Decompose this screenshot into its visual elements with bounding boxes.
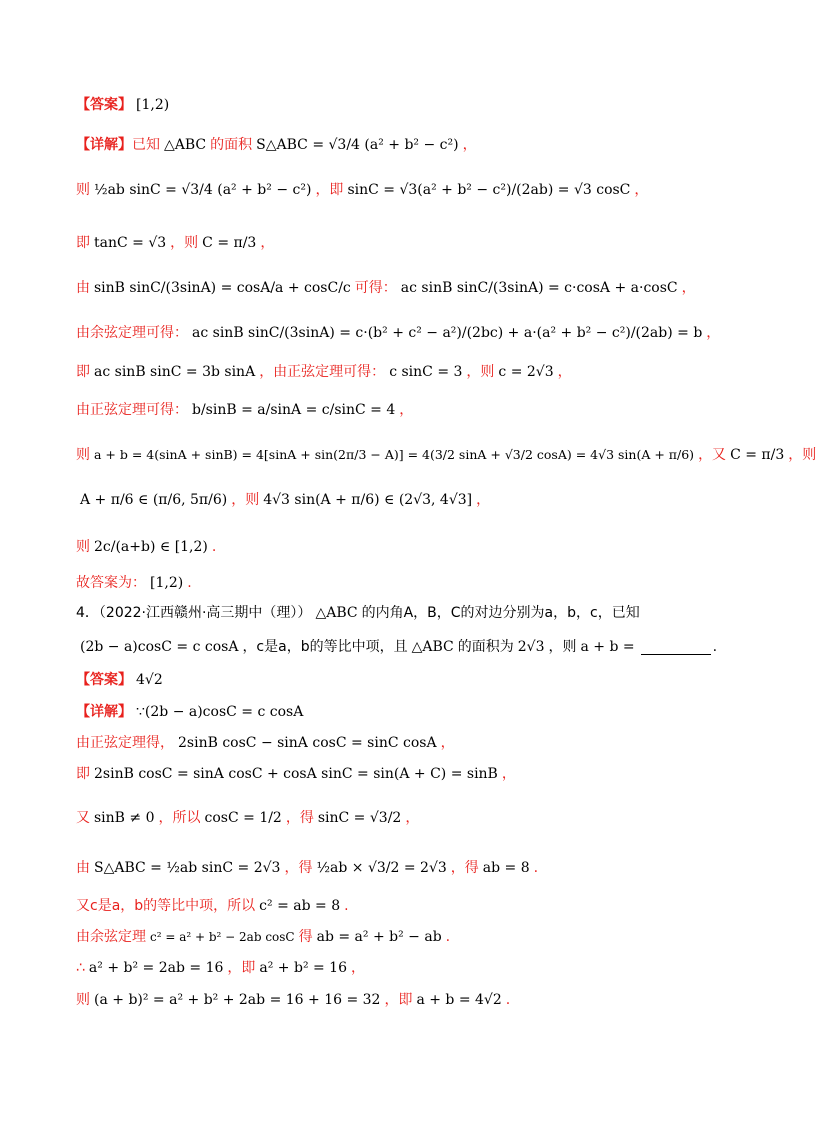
text: ， [351,960,365,976]
text: ，即 [227,960,256,976]
detail-line-11 [76,573,740,593]
math: sinC = √3(a² + b² − c²)/(2ab) = √3 cosC [347,182,631,198]
math: cosC = 1/2 [204,810,282,826]
detail-line-8 [76,445,816,465]
text: 由 [76,860,90,876]
detail-line-4 [76,278,740,298]
detail-line-3 [76,233,740,253]
math: 4√3 sin(A + π/6) ∈ (2√3, 4√3] [263,492,473,508]
text: ， [405,810,420,826]
detail-tag: 【详解】 [76,704,132,720]
text: . [445,929,451,945]
text: . [505,992,511,1008]
text: . [712,639,718,655]
math: △ABC [164,137,207,153]
detail-line-5 [76,323,740,343]
detail2-line-4 [76,808,740,828]
text: ，即 [384,992,413,1008]
detail2-line-2 [76,733,740,753]
text: ，得 [450,860,479,876]
math: a + b = 4√2 [416,992,502,1008]
math: sinB ≠ 0 [94,810,155,826]
math: S△ABC = √3/4 (a² + b² − c²) [256,137,459,153]
math: a² + b² = 16 [259,960,347,976]
text: 则 [76,539,90,555]
text: 又 [76,810,90,826]
answer-value: [1,2) [136,97,170,113]
math: 2sinB cosC − sinA cosC = sinC cosA [178,735,437,751]
math: ½ab sinC = √3/4 (a² + b² − c²) [94,182,312,198]
text: 的面积为 [457,639,514,655]
text: 由余弦定理 [76,929,146,945]
text: ，即 [315,182,344,198]
math: b/sinB = a/sinA = c/sinC = 4 [192,402,396,418]
text: ，则 [466,364,495,380]
answer-tag: 【答案】 [76,97,132,113]
text: 的内角A，B，C的对边分别为a，b，c，已知 [361,605,640,621]
detail-line-9 [76,490,740,510]
text: ， [706,325,721,341]
detail-line-6 [76,362,740,382]
text: 即 [76,364,90,380]
math: a² + b² = 2ab = 16 [88,960,224,976]
math: a + b = [580,639,635,655]
math: 2√3 [517,639,545,655]
math: (2b − a)cosC = c cosA [80,639,239,655]
detail2-line-8 [76,958,740,978]
text: ，则 [231,492,260,508]
text: ， [399,402,414,418]
detail2-line-3 [76,764,740,784]
detail-tag: 【详解】 [76,137,132,153]
text: ，所以 [158,810,201,826]
text: 故答案为： [76,575,146,591]
question-line-2 [76,637,740,657]
detail-line-2 [76,180,740,200]
math: c = 2√3 [498,364,554,380]
math: tanC = √3 [94,235,167,251]
text: 则 [76,182,90,198]
text: . [533,860,539,876]
text: ， [501,766,516,782]
text: ，由正弦定理可得： [259,364,386,380]
text: ， [440,735,455,751]
math: sinC = √3/2 [317,810,402,826]
detail-line-7 [76,400,740,420]
math: a + b = 4(sinA + sinB) = 4[sinA + sin(2π/3 − A)] = 4(3/2 sinA + √3/2 cosA) = 4√3 sin(A + π/6) [94,447,695,462]
detail-line-1 [76,135,740,155]
text: ∴ [76,960,85,976]
answer-line-2 [76,670,740,690]
math: 2c/(a+b) ∈ [1,2) [94,539,208,555]
math: S△ABC = ½ab sinC = 2√3 [94,860,281,876]
text: ，c是a，b的等比中项，且 [242,639,408,655]
math: ac sinB sinC/(3sinA) = c·(b² + c² − a²)/(2bc) + a·(a² + b² − c²)/(2ab) = b [192,325,703,341]
text: ，又 [698,447,727,463]
detail2-line-1 [76,702,740,722]
math: c sinC = 3 [389,364,463,380]
detail2-line-9 [76,990,740,1010]
text: ，则 [548,639,577,655]
math: ac sinB sinC/(3sinA) = c·cosA + a·cosC [400,280,678,296]
answer-blank [641,640,711,655]
text: 由正弦定理可得： [76,402,188,418]
math: C = π/3 [202,235,257,251]
math: A + π/6 ∈ (π/6, 5π/6) [80,492,228,508]
detail-line-10 [76,537,740,557]
text: 又c是a，b的等比中项，所以 [76,898,256,914]
text: 由余弦定理可得： [76,325,188,341]
text: 可得： [354,280,397,296]
math: △ABC [411,639,454,655]
text: ，得 [284,860,313,876]
answer-tag: 【答案】 [76,672,132,688]
text: 已知 [132,137,160,153]
text: 的面积 [210,137,253,153]
text: . [344,898,349,914]
math: △ABC [315,605,358,621]
math: c² = ab = 8 [259,898,341,914]
text: 则 [76,447,90,463]
text: ， [260,235,275,251]
text: 由正弦定理得， [76,735,174,751]
text: ， [557,364,572,380]
math: [1,2) [150,575,184,591]
math: ½ab × √3/2 = 2√3 [316,860,447,876]
math: ∵(2b − a)cosC = c cosA [136,704,304,720]
text: ， [476,492,491,508]
question-line-1 [76,603,740,623]
text: 即 [76,766,90,782]
text: 得 [298,929,313,945]
text: ，得 [285,810,314,826]
math: c² = a² + b² − 2ab cosC [150,930,295,944]
math: ab = 8 [482,860,530,876]
text: ，则 [788,447,816,463]
text: ， [681,280,696,296]
math: sinB sinC/(3sinA) = cosA/a + cosC/c [94,280,351,296]
math: ac sinB sinC = 3b sinA [94,364,256,380]
math: ab = a² + b² − ab [316,929,442,945]
detail2-line-7 [76,927,740,947]
text: ，则 [170,235,199,251]
math: C = π/3 [730,447,785,463]
text: ， [462,137,477,153]
question-source: 4．（2022·江西赣州·高三期中（理）） [76,605,312,621]
text: . [187,575,192,591]
text: ， [634,182,649,198]
answer-value: 4√2 [136,672,163,688]
text: 则 [76,992,90,1008]
text: 由 [76,280,90,296]
detail2-line-5 [76,858,740,878]
text: 即 [76,235,90,251]
text: . [211,539,217,555]
math: 2sinB cosC = sinA cosC + cosA sinC = sin(A + C) = sinB [94,766,498,782]
answer-line-1 [76,95,740,115]
math: (a + b)² = a² + b² + 2ab = 16 + 16 = 32 [94,992,381,1008]
detail2-line-6 [76,896,740,916]
